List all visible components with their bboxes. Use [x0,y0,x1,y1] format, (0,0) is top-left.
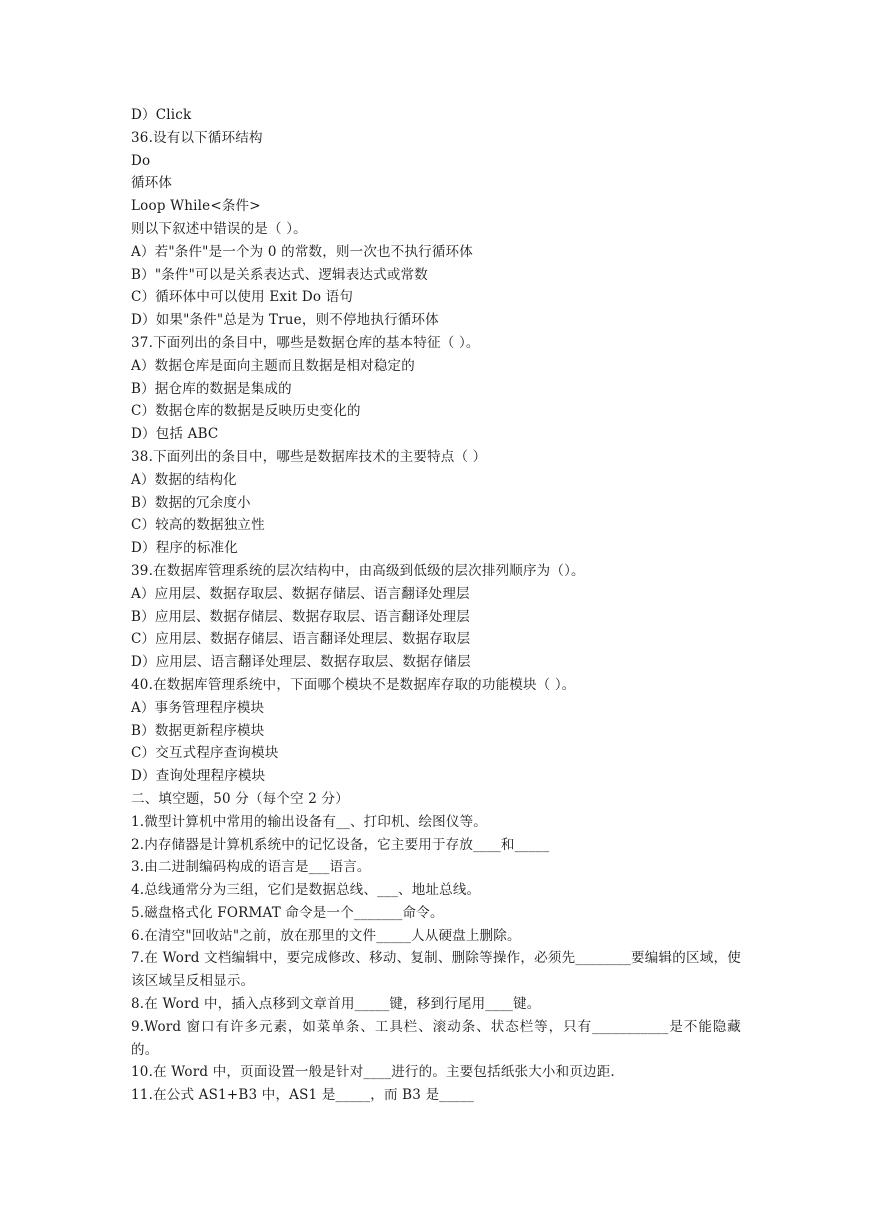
code-line: 循环体 [131,175,173,192]
option-line: A）应用层、数据存取层、数据存储层、语言翻译处理层 [131,585,470,602]
question-title: 39.在数据库管理系统的层次结构中，由高级到低级的层次排列顺序为（）。 [131,562,585,579]
fill-blank-item: 1.微型计算机中常用的输出设备有__、打印机、绘图仪等。 [131,813,487,830]
section-heading: 二、填空题，50 分（每个空 2 分） [131,790,349,807]
option-line: A）数据的结构化 [131,471,237,488]
option-line: C）应用层、数据存储层、语言翻译处理层、数据存取层 [131,631,471,648]
option-line: A）事务管理程序模块 [131,699,265,716]
fill-blank-item: 3.由二进制编码构成的语言是___语言。 [131,859,371,876]
option-line: C）较高的数据独立性 [131,517,265,534]
option-line: D）如果"条件"总是为 True，则不停地执行循环体 [131,312,439,329]
fill-blank-item: 11.在公式 AS1+B3 中，AS1 是_____，而 B3 是_____ [131,1087,475,1104]
question-title: 36.设有以下循环结构 [131,129,263,146]
question-title: 38.下面列出的条目中，哪些是数据库技术的主要特点（ ） [131,448,487,465]
question-title: 37.下面列出的条目中，哪些是数据仓库的基本特征（ ）。 [131,334,480,351]
code-line: Do [131,152,151,169]
fill-blank-item: 10.在 Word 中，页面设置一般是针对____进行的。主要包括纸张大小和页边距. [131,1064,615,1081]
text-line: 则以下叙述中错误的是（ ）。 [131,220,307,237]
option-line: D）包括 ABC [131,426,219,443]
fill-blank-item: 6.在清空"回收站"之前，放在那里的文件_____人从硬盘上删除。 [131,927,521,944]
fill-blank-item: 4.总线通常分为三组，它们是数据总线、___、地址总线。 [131,882,481,899]
option-line: D）应用层、语言翻译处理层、数据存取层、数据存储层 [131,654,471,671]
option-line: C）循环体中可以使用 Exit Do 语句 [131,289,354,306]
fill-blank-item: 9.Word 窗口有许多元素，如菜单条、工具栏、滚动条、状态栏等，只有___________是不能隐藏的。 [131,1018,741,1058]
code-line: Loop While<条件> [131,198,261,215]
fill-blank-item: 8.在 Word 中，插入点移到文章首用_____键，移到行尾用____键。 [131,996,541,1013]
option-line: B）"条件"可以是关系表达式、逻辑表达式或常数 [131,266,428,283]
option-line: D）查询处理程序模块 [131,768,266,785]
option-line: B）应用层、数据存储层、数据存取层、语言翻译处理层 [131,608,470,625]
question-title: 40.在数据库管理系统中，下面哪个模块不是数据库存取的功能模块（ ）。 [131,676,576,693]
option-line: B）数据的冗余度小 [131,494,251,511]
option-line: B）据仓库的数据是集成的 [131,380,292,397]
option-line: C）交互式程序查询模块 [131,745,279,762]
fill-blank-item: 2.内存储器是计算机系统中的记忆设备，它主要用于存放____和_____ [131,836,550,853]
text-line: D）Click [131,107,192,123]
option-line: A）若"条件"是一个为 0 的常数，则一次也不执行循环体 [131,243,473,260]
fill-blank-item: 7.在 Word 文档编辑中，要完成修改、移动、复制、删除等操作，必须先________要编辑的区域，使该区域呈反相显示。 [131,950,741,990]
option-line: A）数据仓库是面向主题而且数据是相对稳定的 [131,357,415,374]
option-line: D）程序的标准化 [131,540,238,557]
option-line: C）数据仓库的数据是反映历史变化的 [131,403,361,420]
option-line: B）数据更新程序模块 [131,722,265,739]
document-page [131,104,741,1107]
fill-blank-item: 5.磁盘格式化 FORMAT 命令是一个_______命令。 [131,904,444,921]
